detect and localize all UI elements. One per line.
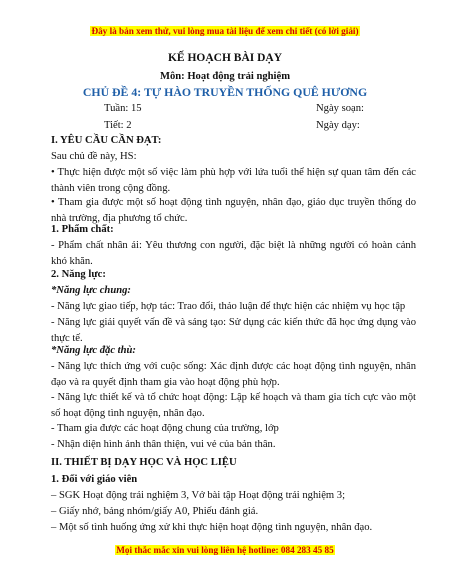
general-competence-item-2: - Năng lực giải quyết vấn đề và sáng tạo: Sử dụng các kiến thức đã học ứng dụng vào thực tế. xyxy=(51,317,416,344)
teacher-item-2: – Giấy nhớ, bảng nhóm/giấy A0, Phiếu đánh giá. xyxy=(51,506,259,517)
section1-heading: I. YÊU CẦU CẦN ĐẠT: xyxy=(51,135,162,146)
teacher-item-1: – SGK Hoạt động trải nghiệm 3, Vở bài tập Hoạt động trải nghiệm 3; xyxy=(51,490,346,501)
subject-line: Môn: Hoạt động trải nghiệm xyxy=(159,71,291,82)
general-competence-heading: *Năng lực chung: xyxy=(51,285,131,296)
prep-date-label: Ngày soạn: xyxy=(316,103,364,114)
doc-title: KẾ HOẠCH BÀI DẠY xyxy=(167,52,283,64)
objective-bullet-1: • Thực hiện được một số việc làm phù hợp với lứa tuổi thể hiện sự quan tâm đến các thành viên trong cộng đồng. xyxy=(51,167,416,194)
quality-text: - Phẩm chất nhân ái: Yêu thương con người, đặc biệt là những người có hoàn cảnh khó khăn. xyxy=(51,240,416,267)
teacher-item-3: – Một số tình huống ứng xử khi thực hiện hoạt động tình nguyện, nhân đạo. xyxy=(51,522,373,533)
specific-competence-heading: *Năng lực đặc thù: xyxy=(51,345,136,356)
teacher-heading: 1. Đối với giáo viên xyxy=(51,474,138,485)
week-label: Tuần: 15 xyxy=(104,103,142,114)
hotline-text: Mọi thắc mắc xin vui lòng liên hệ hotline: 084 283 45 85 xyxy=(116,545,334,555)
preview-notice-banner xyxy=(0,26,450,36)
section1-intro: Sau chủ đề này, HS: xyxy=(51,151,137,162)
hotline-banner xyxy=(0,545,450,555)
section2-heading: II. THIẾT BỊ DẠY HỌC VÀ HỌC LIỆU xyxy=(51,457,237,468)
quality-heading: 1. Phẩm chất: xyxy=(51,224,114,235)
specific-competence-item-3: - Tham gia được các hoạt động chung của trường, lớp xyxy=(51,423,279,434)
topic-heading: CHỦ ĐỀ 4: TỰ HÀO TRUYỀN THỐNG QUÊ HƯƠNG xyxy=(82,85,368,99)
lesson-label: Tiết: 2 xyxy=(104,120,132,131)
specific-competence-item-1: - Năng lực thích ứng với cuộc sống: Xác định được các hoạt động tình nguyện, nhân đạo và ra quyết định tham gia vào hoạt động phù hợp. xyxy=(51,361,416,388)
specific-competence-item-2: - Năng lực thiết kế và tổ chức hoạt động: Lập kế hoạch và tham gia tích cực vào một số hoạt động tình nguyện, nhân đạo. xyxy=(51,392,416,419)
objective-bullet-2: • Tham gia được một số hoạt động tình nguyện, nhân đạo, giáo dục truyền thống do nhà trường, địa phương tổ chức. xyxy=(51,197,416,224)
specific-competence-item-4: - Nhận diện hình ảnh thân thiện, vui vẻ của bản thân. xyxy=(51,439,276,450)
competence-heading: 2. Năng lực: xyxy=(51,269,106,280)
teach-date-label: Ngày dạy: xyxy=(316,120,360,131)
preview-notice-text: Đây là bản xem thử, vui lòng mua tài liệu để xem chi tiết (có lời giải) xyxy=(91,26,359,36)
general-competence-item-1: - Năng lực giao tiếp, hợp tác: Trao đổi, thảo luận để thực hiện các nhiệm vụ học tập xyxy=(51,301,406,312)
